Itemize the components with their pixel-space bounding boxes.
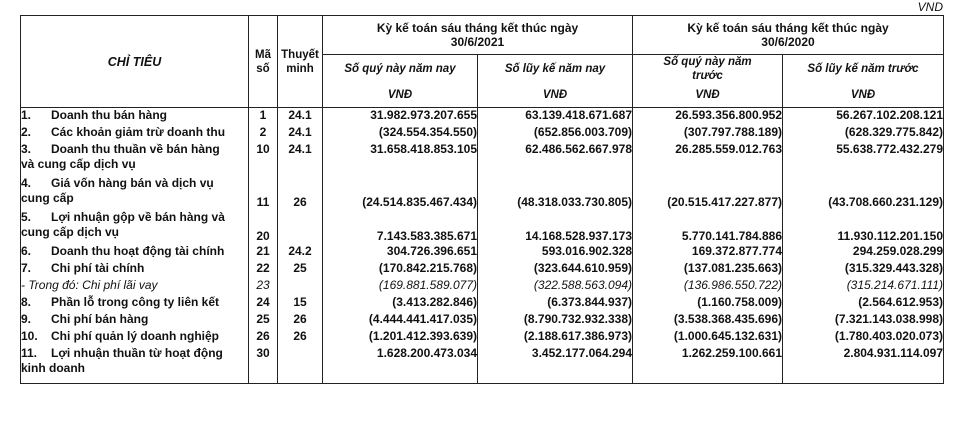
row-value-ytd-current: (2.188.617.386.973): [478, 329, 633, 346]
row-label: 8. Phần lỗ trong công ty liên kết: [21, 295, 249, 312]
row-value-q-current: 31.982.973.207.655: [323, 108, 478, 125]
row-label: 1. Doanh thu bán hàng: [21, 108, 249, 125]
row-code: 23: [249, 278, 278, 295]
table-row: [21, 261, 944, 278]
row-value-q-prior: (20.515.417.227.877): [633, 176, 783, 210]
row-value-ytd-current: (48.318.033.730.805): [478, 176, 633, 210]
row-note: [278, 210, 323, 244]
table-row: [21, 108, 944, 125]
row-value-q-prior: 5.770.141.784.886: [633, 210, 783, 244]
row-note: 24.1: [278, 125, 323, 142]
row-value-q-prior: 26.593.356.800.952: [633, 108, 783, 125]
row-value-ytd-prior: (43.708.660.231.129): [783, 176, 944, 210]
row-code: 26: [249, 329, 278, 346]
row-value-q-prior: 169.372.877.774: [633, 244, 783, 261]
row-value-ytd-prior: (2.564.612.953): [783, 295, 944, 312]
row-value-ytd-prior: (315.329.443.328): [783, 261, 944, 278]
row-value-ytd-prior: (1.780.403.020.073): [783, 329, 944, 346]
row-label: 3. Doanh thu thuần về bán hàng và cung cấp dịch vụ: [21, 142, 249, 176]
row-value-ytd-current: (652.856.003.709): [478, 125, 633, 142]
row-note: [278, 278, 323, 295]
row-value-q-current: (1.201.412.393.639): [323, 329, 478, 346]
row-label: 10. Chi phí quản lý doanh nghiệp: [21, 329, 249, 346]
income-statement-table: [20, 15, 944, 384]
row-note: [278, 346, 323, 384]
row-code: 10: [249, 142, 278, 176]
row-label: 5. Lợi nhuận gộp về bán hàng và cung cấp dịch vụ: [21, 210, 249, 244]
row-value-ytd-current: 62.486.562.667.978: [478, 142, 633, 176]
row-value-q-current: (169.881.589.077): [323, 278, 478, 295]
row-value-ytd-prior: (315.214.671.111): [783, 278, 944, 295]
header-col-ytd-prior: Số lũy kế năm trước: [783, 55, 944, 84]
row-value-q-prior: (307.797.788.189): [633, 125, 783, 142]
table-row: [21, 295, 944, 312]
row-note: 26: [278, 312, 323, 329]
header-thuyet-minh: Thuyết minh: [278, 16, 323, 108]
row-value-q-prior: (136.986.550.722): [633, 278, 783, 295]
row-label: 7. Chi phí tài chính: [21, 261, 249, 278]
table-row: [21, 312, 944, 329]
row-value-ytd-current: 14.168.528.937.173: [478, 210, 633, 244]
row-value-q-current: 7.143.583.385.671: [323, 210, 478, 244]
row-code: 24: [249, 295, 278, 312]
table-row: [21, 346, 944, 384]
header-currency-3: VNĐ: [633, 83, 783, 108]
row-value-q-prior: (1.000.645.132.631): [633, 329, 783, 346]
row-code: 11: [249, 176, 278, 210]
row-value-ytd-prior: 55.638.772.432.279: [783, 142, 944, 176]
row-value-q-prior: (137.081.235.663): [633, 261, 783, 278]
header-currency-2: VNĐ: [478, 83, 633, 108]
row-label: 11. Lợi nhuận thuần từ hoạt động kinh doanh: [21, 346, 249, 384]
row-value-q-prior: 1.262.259.100.661: [633, 346, 783, 384]
row-value-ytd-prior: (7.321.143.038.998): [783, 312, 944, 329]
table-row: [21, 176, 944, 210]
table-row: [21, 210, 944, 244]
row-value-q-current: 31.658.418.853.105: [323, 142, 478, 176]
table-row: [21, 244, 944, 261]
table-row: [21, 142, 944, 176]
row-value-q-current: (4.444.441.417.035): [323, 312, 478, 329]
row-note: 25: [278, 261, 323, 278]
row-value-ytd-current: (322.588.563.094): [478, 278, 633, 295]
row-value-q-current: 304.726.396.651: [323, 244, 478, 261]
row-value-q-current: 1.628.200.473.034: [323, 346, 478, 384]
header-period-2021: Kỳ kế toán sáu tháng kết thúc ngày 30/6/2021: [323, 16, 633, 55]
row-code: 21: [249, 244, 278, 261]
row-code: 22: [249, 261, 278, 278]
header-ma-so: Mã số: [249, 16, 278, 108]
table-body: [21, 108, 944, 384]
row-label: 2. Các khoản giảm trừ doanh thu: [21, 125, 249, 142]
row-code: 2: [249, 125, 278, 142]
table-row: [21, 278, 944, 295]
header-currency-4: VNĐ: [783, 83, 944, 108]
row-code: 30: [249, 346, 278, 384]
row-code: 1: [249, 108, 278, 125]
row-label: 9. Chi phí bán hàng: [21, 312, 249, 329]
row-label: 6. Doanh thu hoạt động tài chính: [21, 244, 249, 261]
row-value-ytd-current: 3.452.177.064.294: [478, 346, 633, 384]
row-value-ytd-prior: 56.267.102.208.121: [783, 108, 944, 125]
row-value-ytd-current: (6.373.844.937): [478, 295, 633, 312]
header-period-2020: Kỳ kế toán sáu tháng kết thúc ngày 30/6/2020: [633, 16, 944, 55]
header-col-quarter-current: Số quý này năm nay: [323, 55, 478, 84]
row-value-q-current: (170.842.215.768): [323, 261, 478, 278]
row-value-q-current: (24.514.835.467.434): [323, 176, 478, 210]
row-note: 15: [278, 295, 323, 312]
table-row: [21, 125, 944, 142]
header-col-quarter-prior: Số quý này năm trước: [633, 55, 783, 84]
row-value-ytd-current: (323.644.610.959): [478, 261, 633, 278]
row-note: 24.1: [278, 108, 323, 125]
header-currency-1: VNĐ: [323, 83, 478, 108]
row-value-ytd-current: 593.016.902.328: [478, 244, 633, 261]
header-chi-tieu: CHỈ TIÊU: [21, 16, 249, 108]
row-value-ytd-current: (8.790.732.932.338): [478, 312, 633, 329]
row-value-ytd-prior: (628.329.775.842): [783, 125, 944, 142]
row-note: 26: [278, 176, 323, 210]
row-label: 4. Giá vốn hàng bán và dịch vụ cung cấp: [21, 176, 249, 210]
row-value-q-current: (324.554.354.550): [323, 125, 478, 142]
row-note: 24.2: [278, 244, 323, 261]
row-code: 25: [249, 312, 278, 329]
row-value-q-prior: (1.160.758.009): [633, 295, 783, 312]
row-value-q-current: (3.413.282.846): [323, 295, 478, 312]
row-value-q-prior: 26.285.559.012.763: [633, 142, 783, 176]
row-value-ytd-prior: 294.259.028.299: [783, 244, 944, 261]
row-value-ytd-current: 63.139.418.671.687: [478, 108, 633, 125]
row-value-ytd-prior: 11.930.112.201.150: [783, 210, 944, 244]
row-note: 24.1: [278, 142, 323, 176]
row-code: 20: [249, 210, 278, 244]
table-row: [21, 329, 944, 346]
row-value-q-prior: (3.538.368.435.696): [633, 312, 783, 329]
row-value-ytd-prior: 2.804.931.114.097: [783, 346, 944, 384]
unit-label: VND: [917, 0, 943, 14]
row-label: - Trong đó: Chi phí lãi vay: [21, 278, 249, 295]
row-note: 26: [278, 329, 323, 346]
header-col-ytd-current: Số lũy kế năm nay: [478, 55, 633, 84]
